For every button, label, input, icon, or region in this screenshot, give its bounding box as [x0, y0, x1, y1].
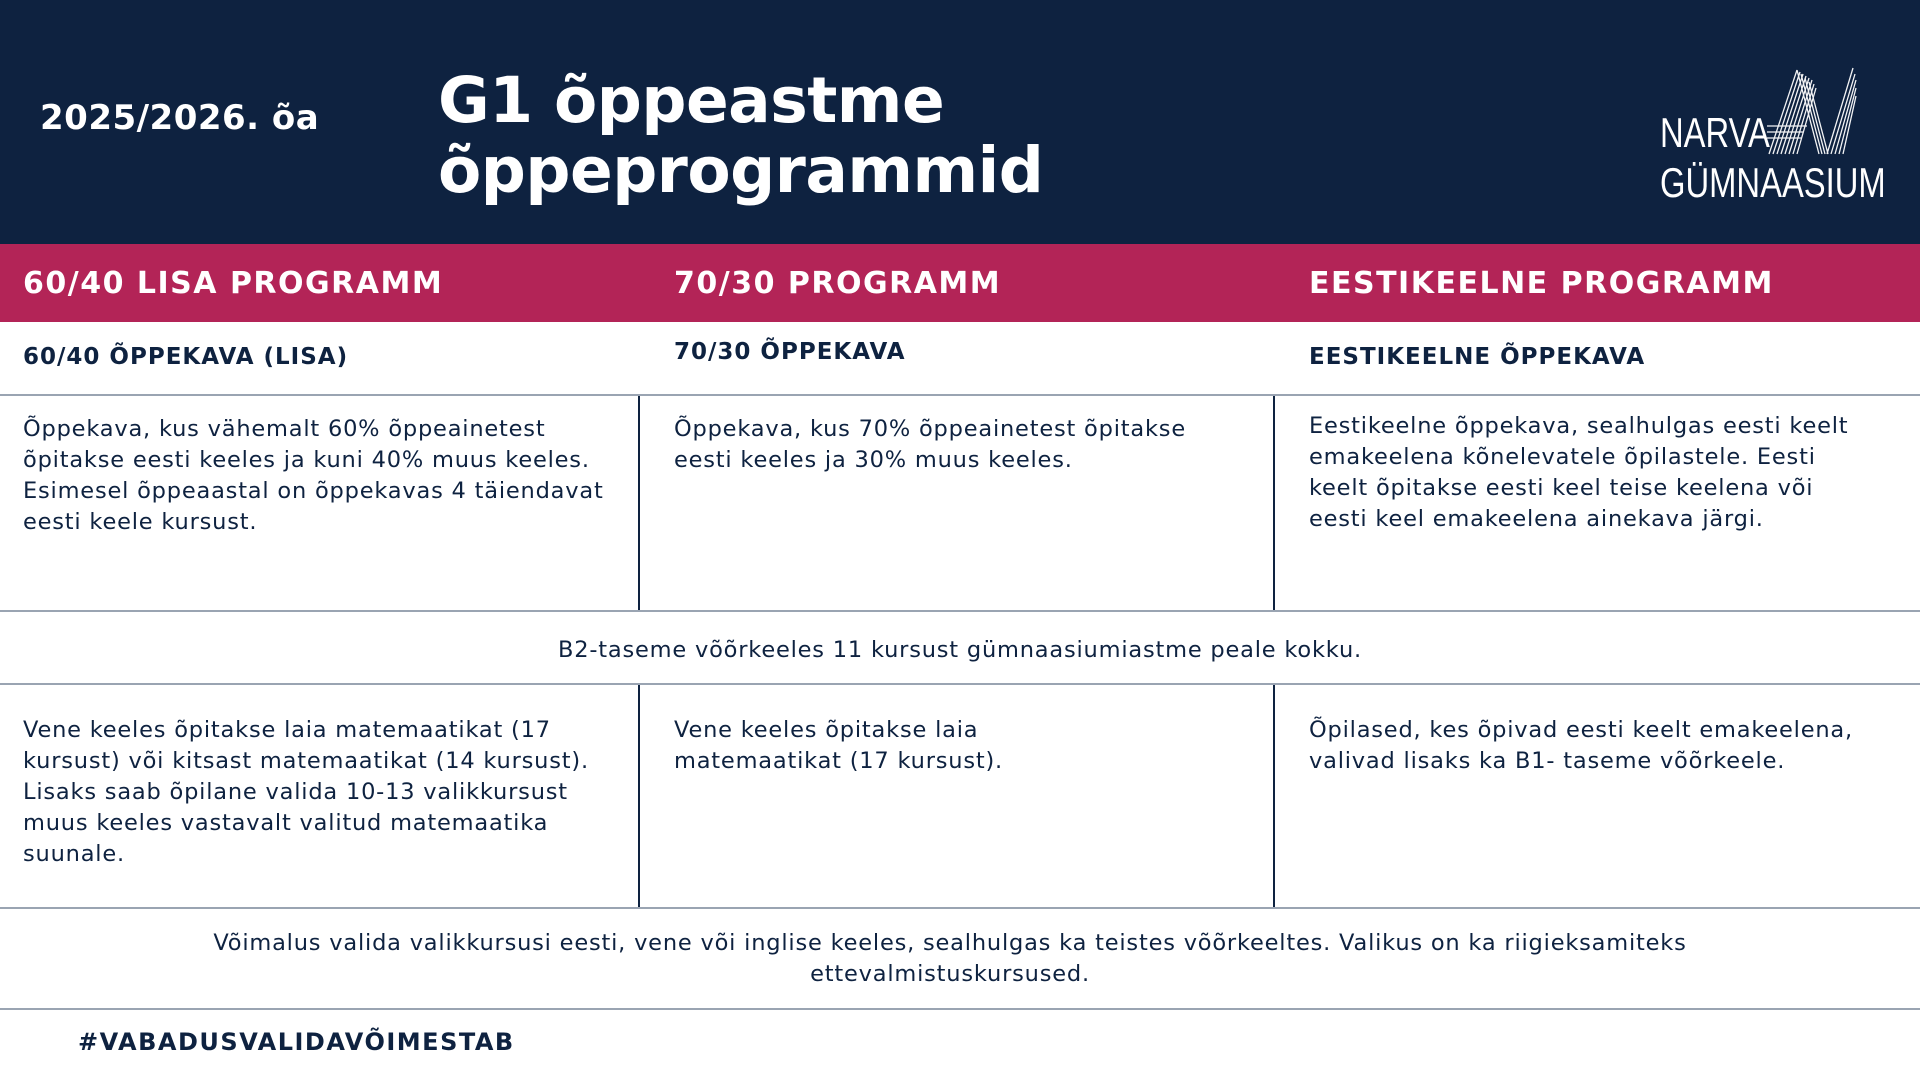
description-estonian: Eestikeelne õppekava, sealhulgas eesti keelt emakeelena kõnelevatele õpilastele. Eesti keelt õpitakse eesti keel teise keelena või eesti keel emakeelena ainekava järgi.: [1309, 413, 1849, 532]
divider-line: [0, 683, 1920, 685]
logo-line-2: GÜMNAASIUM: [1660, 159, 1886, 206]
column-divider: [1273, 396, 1275, 610]
math-60-40: Vene keeles õpitakse laia matemaatikat (17 kursust) või kitsast matemaatikat (14 kursust). Lisaks saab õpilane valida 10-13 valikkursust muus keeles vastavalt valitud matemaatika suunale.: [23, 717, 589, 867]
description-70-30: Õppekava, kus 70% õppeainetest õpitakse eesti keeles ja 30% muus keeles.: [674, 416, 1186, 473]
page-title-line-1: G1 õppeastme: [438, 64, 945, 137]
logo-wordmark: [1660, 108, 1886, 208]
description-60-40: Õppekava, kus vähemalt 60% õppeainetest õpitakse eesti keeles ja kuni 40% muus keeles. Esimesel õppeaastal on õppekavas 4 täiendavat eesti keele kursust.: [23, 416, 604, 535]
program-heading-60-40: 60/40 LISA PROGRAMM: [23, 266, 444, 301]
shared-language-row: B2-taseme võõrkeeles 11 kursust gümnaasiumiastme peale kokku.: [558, 637, 1362, 663]
curriculum-label-70-30: 70/30 ÕPPEKAVA: [674, 339, 906, 365]
column-divider: [1273, 685, 1275, 907]
curriculum-label-estonian: EESTIKEELNE ÕPPEKAVA: [1309, 344, 1646, 370]
logo-line-1: NARVA: [1660, 109, 1770, 156]
curriculum-label-60-40: 60/40 ÕPPEKAVA (LISA): [23, 344, 349, 370]
school-logo: [1655, 66, 1886, 206]
divider-line: [0, 394, 1920, 396]
page-title: [438, 66, 1043, 206]
divider-line: [0, 907, 1920, 909]
elective-courses-note: Võimalus valida valikkursusi eesti, vene või inglise keeles, sealhulgas ka teistes võõrkeeltes. Valikus on ka riigieksamiteks ettevalmistuskursused.: [213, 930, 1687, 987]
column-divider: [638, 396, 640, 610]
school-year: 2025/2026. õa: [40, 98, 320, 138]
page-title-line-2: õppeprogrammid: [438, 134, 1044, 207]
divider-line: [0, 1008, 1920, 1010]
column-divider: [638, 685, 640, 907]
campaign-hashtag: #VABADUSVALIDAVÕIMESTAB: [78, 1028, 515, 1056]
program-heading-estonian: EESTIKEELNE PROGRAMM: [1309, 266, 1774, 301]
divider-line: [0, 610, 1920, 612]
math-estonian: Õpilased, kes õpivad eesti keelt emakeelena, valivad lisaks ka B1- taseme võõrkeele.: [1309, 717, 1853, 774]
math-70-30: Vene keeles õpitakse laia matemaatikat (17 kursust).: [674, 717, 1003, 774]
header-banner: [0, 0, 1920, 244]
program-heading-70-30: 70/30 PROGRAMM: [674, 266, 1002, 301]
